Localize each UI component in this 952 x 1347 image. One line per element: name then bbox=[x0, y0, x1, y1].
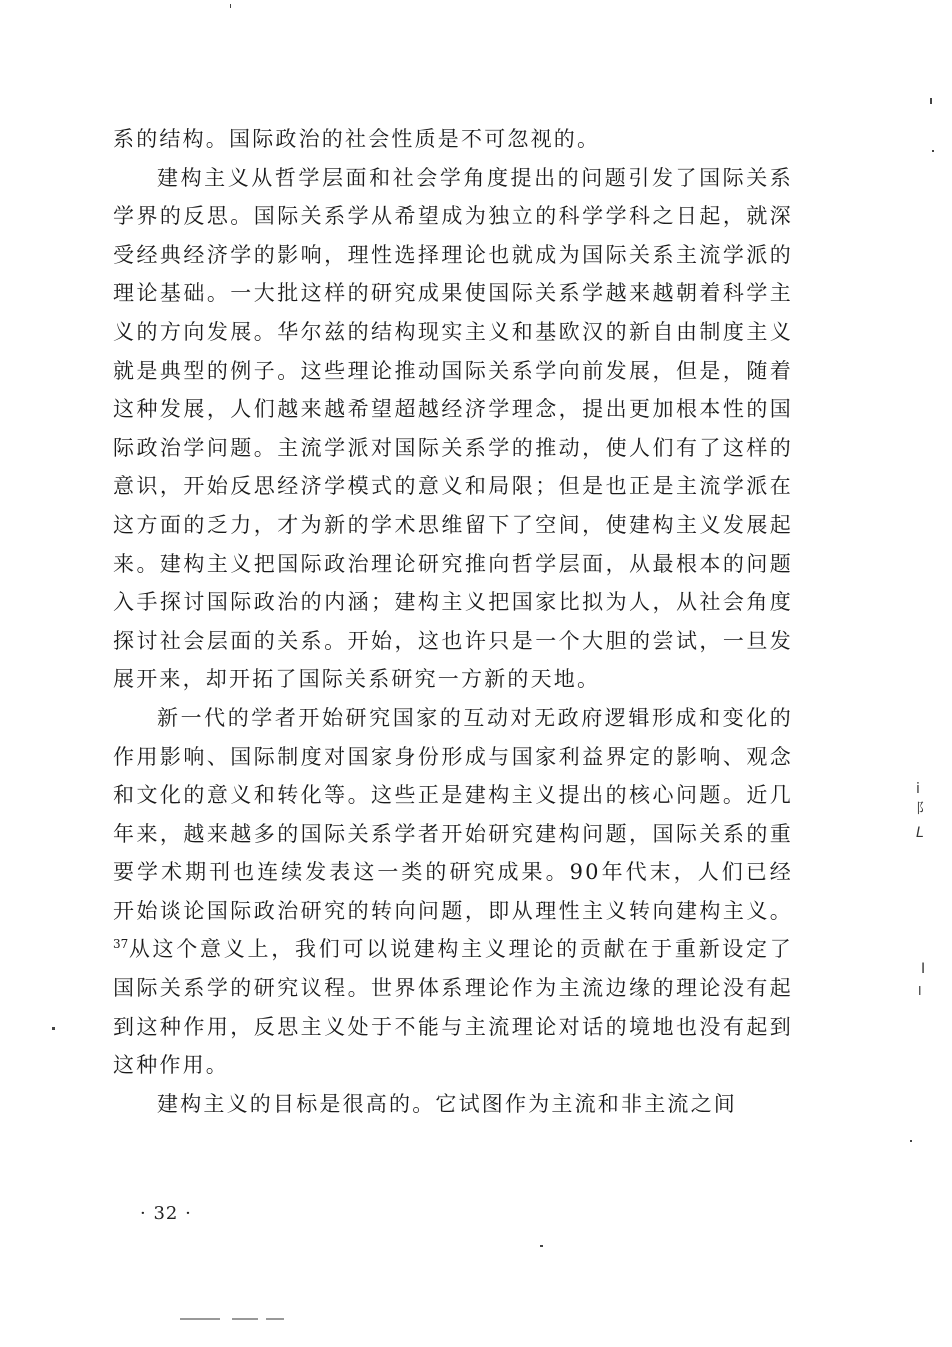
margin-mark-1: i bbox=[916, 781, 920, 797]
margin-mark-3: L bbox=[916, 825, 924, 841]
paragraph-constructivism-reflection: 建构主义从哲学层面和社会学角度提出的问题引发了国际关系学界的反思。国际关系学从希望成为独立的科学学科之日起，就深受经典经济学的影响，理性选择理论也就成为国际关系主流学派的理论基础。一大批这样的研究成果使国际关系学越来越朝着科学主义的方向发展。华尔兹的结构现实主义和基欧汉的新自由制度主义就是典型的例子。这些理论推动国际关系学向前发展，但是，随着这种发展，人们越来越希望超越经济学理念，提出更加根本性的国际政治学问题。主流学派对国际关系学的推动，使人们有了这样的意识，开始反思经济学模式的意义和局限；但是也正是主流学派在这方面的乏力，才为新的学术思维留下了空间，使建构主义发展起来。建构主义把国际政治理论研究推向哲学层面，从最根本的问题入手探讨国际政治的内涵；建构主义把国家比拟为人，从社会角度探讨社会层面的关系。开始，这也许只是一个大胆的尝试，一旦发展开来，却开拓了国际关系研究一方新的天地。 bbox=[113, 165, 793, 692]
page-number: · 32 · bbox=[140, 1203, 192, 1224]
margin-mark-5: I bbox=[918, 984, 922, 998]
footnote-reference: 37 bbox=[113, 937, 129, 952]
bleed-through-line bbox=[232, 1318, 258, 1320]
scan-speck bbox=[540, 1245, 543, 1247]
margin-mark-2: 阝 bbox=[916, 801, 930, 817]
bleed-through-line bbox=[266, 1318, 284, 1320]
scan-speck bbox=[930, 98, 932, 104]
paragraph-new-generation-scholars bbox=[113, 699, 793, 1085]
body-text bbox=[113, 120, 793, 1123]
paragraph-constructivism-goal: 建构主义的目标是很高的。它试图作为主流和非主流之间 bbox=[157, 1091, 737, 1116]
scan-speck bbox=[932, 150, 934, 152]
paragraph-part-b: 从这个意义上，我们可以说建构主义理论的贡献在于重新设定了国际关系学的研究议程。世界体系理论作为主流边缘的理论没有起到这种作用，反思主义处于不能与主流理论对话的境地也没有起到这种作用。 bbox=[113, 937, 793, 1078]
bleed-through-line bbox=[180, 1318, 220, 1320]
paragraph-part-a: 新一代的学者开始研究国家的互动对无政府逻辑形成和变化的作用影响、国际制度对国家身份形成与国家利益界定的影响、观念和文化的意义和转化等。这些正是建构主义提出的核心问题。近几年来，越来越多的国际关系学者开始研究建构问题，国际关系的重要学术期刊也连续发表这一类的研究成果。90年代末，人们已经开始谈论国际政治研究的转向问题，即从理性主义转向建构主义。 bbox=[113, 705, 793, 923]
paragraph-continuation: 系的结构。国际政治的社会性质是不可忽视的。 bbox=[113, 127, 601, 151]
margin-mark-4: I bbox=[921, 961, 926, 977]
scan-speck bbox=[910, 1140, 912, 1142]
scan-speck bbox=[230, 4, 231, 8]
scan-speck bbox=[52, 1027, 55, 1030]
